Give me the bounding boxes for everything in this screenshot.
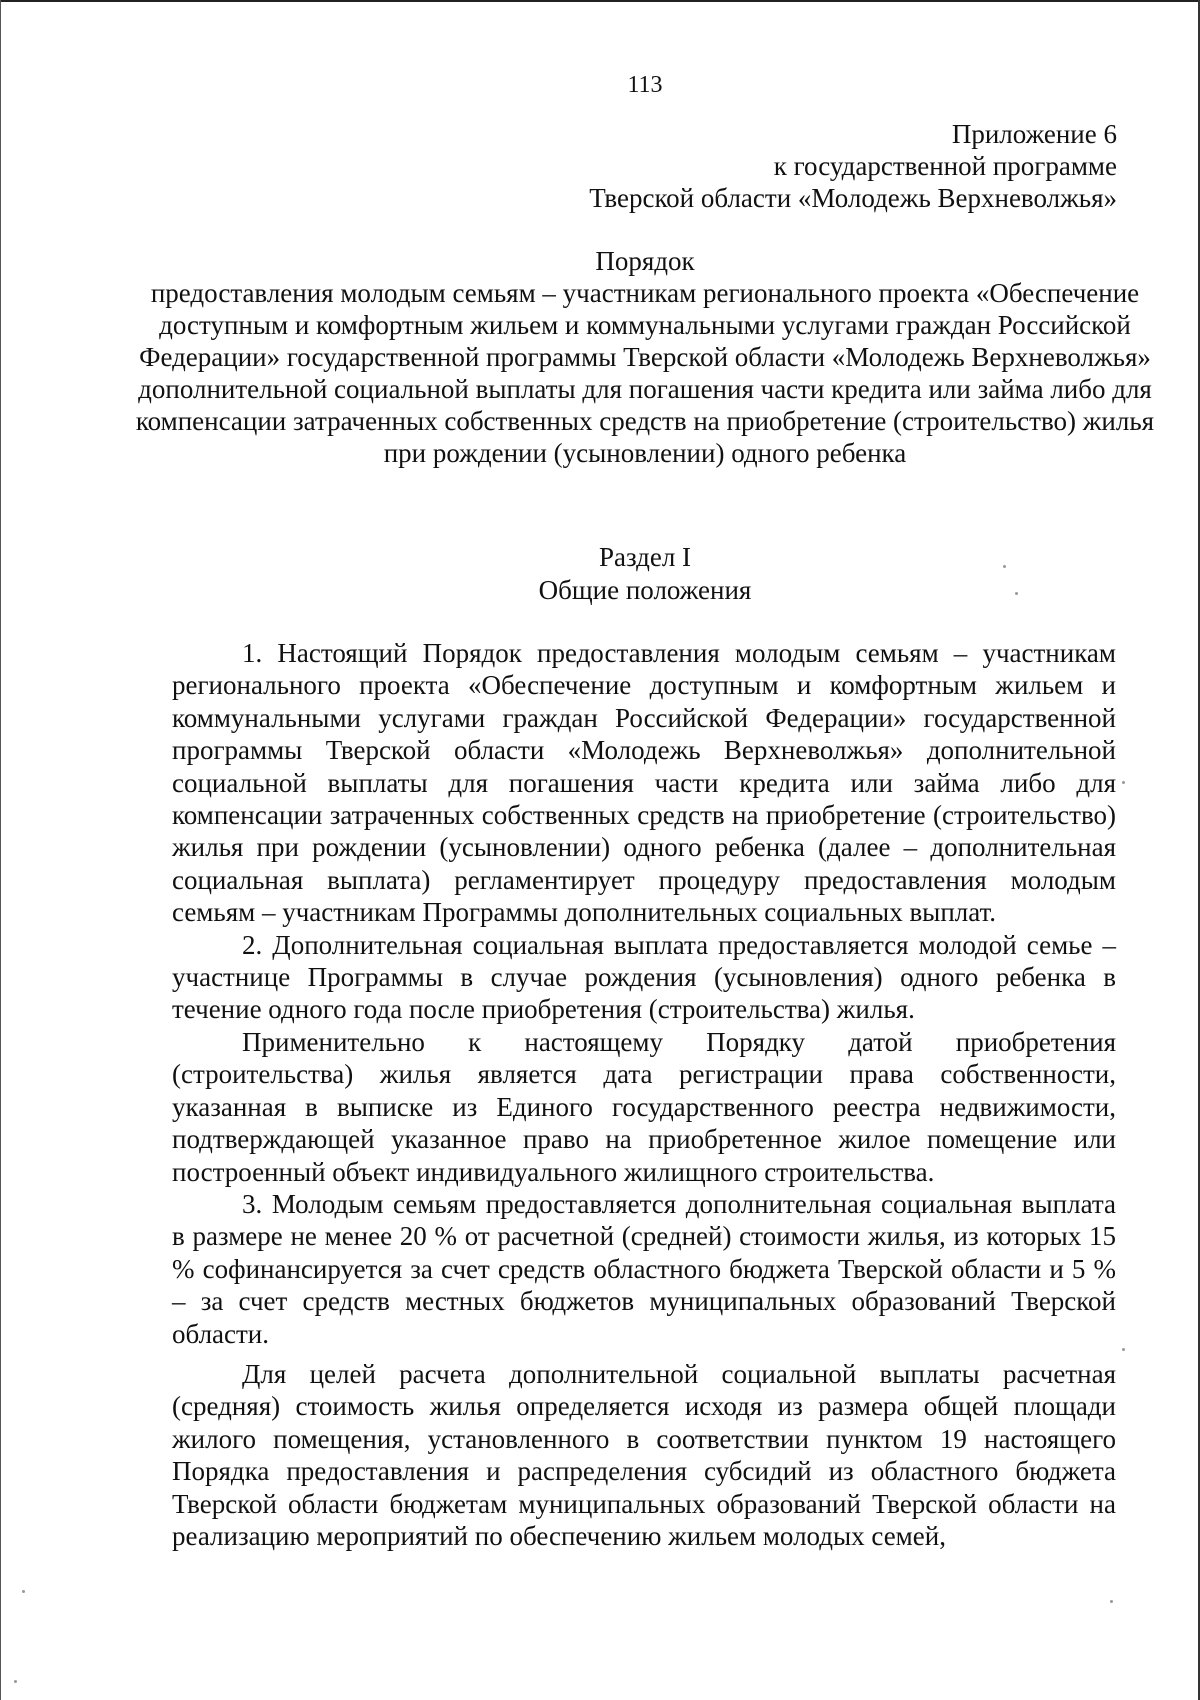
paragraph-3: Применительно к настоящему Порядку датой приобретения (строительства) жилья является дата регистрации права собственности, указанная в выписке из Единого государственного реестра недвижимости, подтверждающей указанное право на приобретенное жилое помещение или построенный объект индивидуального жилищного строительства.	[172, 1026, 1116, 1187]
scan-speck	[22, 1590, 25, 1593]
scan-speck	[1122, 781, 1125, 784]
scan-speck	[1110, 1600, 1113, 1603]
title-heading: Порядок	[595, 246, 695, 276]
section-heading	[130, 541, 1160, 607]
appendix-line-1: Приложение 6	[951, 119, 1117, 149]
scan-speck	[14, 1680, 17, 1683]
page-number: 113	[627, 72, 663, 98]
scan-speck	[1015, 592, 1018, 595]
appendix-line-2: к государственной программе	[773, 151, 1117, 181]
paragraph-2: 2. Дополнительная социальная выплата предоставляется молодой семье – участнице Программы в случае рождения (усыновления) одного ребенка в течение одного года после приобретения (строительства) жилья.	[172, 929, 1116, 1025]
appendix-header	[589, 118, 1117, 214]
scan-speck	[1003, 565, 1006, 568]
paragraph-1: 1. Настоящий Порядок предоставления молодым семьям – участникам регионального проекта «Обеспечение доступным и комфортным жильем и коммунальными услугами граждан Российской Федерации» государственной программы Тверской области «Молодежь Верхневолжья» дополнительной социальной выплаты для погашения части кредита или займа либо для компенсации затраченных собственных средств на приобретение (строительство) жилья при рождении (усыновлении) одного ребенка (далее – дополнительная социальная выплата) регламентирует процедуру предоставления молодым семьям – участникам Программы дополнительных социальных выплат.	[172, 638, 1116, 928]
appendix-line-3: Тверской области «Молодежь Верхневолжья»	[589, 183, 1117, 213]
scan-edge-top	[0, 0, 1200, 2]
scan-edge-left	[0, 0, 1, 1700]
scan-speck	[1122, 1348, 1125, 1351]
paragraph-4: 3. Молодым семьям предоставляется дополнительная социальная выплата в размере не менее 20 % от расчетной (средней) стоимости жилья, из которых 15 % софинансируется за счет средств областного бюджета Тверской области и 5 % – за счет средств местных бюджетов муниципальных образований Тверской области.	[172, 1188, 1116, 1349]
section-name: Общие положения	[538, 575, 752, 605]
title-body: предоставления молодым семьям – участникам регионального проекта «Обеспечение доступным и комфортным жильем и коммунальными услугами граждан Российской Федерации» государственной программы Тверской области «Молодежь Верхневолжья» дополнительной социальной выплаты для погашения части кредита или займа либо для компенсации затраченных собственных средств на приобретение (строительство) жилья при рождении (усыновлении) одного ребенка	[135, 278, 1155, 468]
document-title	[130, 245, 1160, 469]
paragraph-5: Для целей расчета дополнительной социальной выплаты расчетная (средняя) стоимость жилья определяется исходя из размера общей площади жилого помещения, установленного в соответствии пунктом 19 настоящего Порядка предоставления и распределения субсидий из областного бюджета Тверской области бюджетам муниципальных образований Тверской области на реализацию мероприятий по обеспечению жильем молодых семей,	[172, 1358, 1116, 1551]
section-number: Раздел I	[598, 542, 692, 572]
document-body	[172, 637, 1116, 1552]
